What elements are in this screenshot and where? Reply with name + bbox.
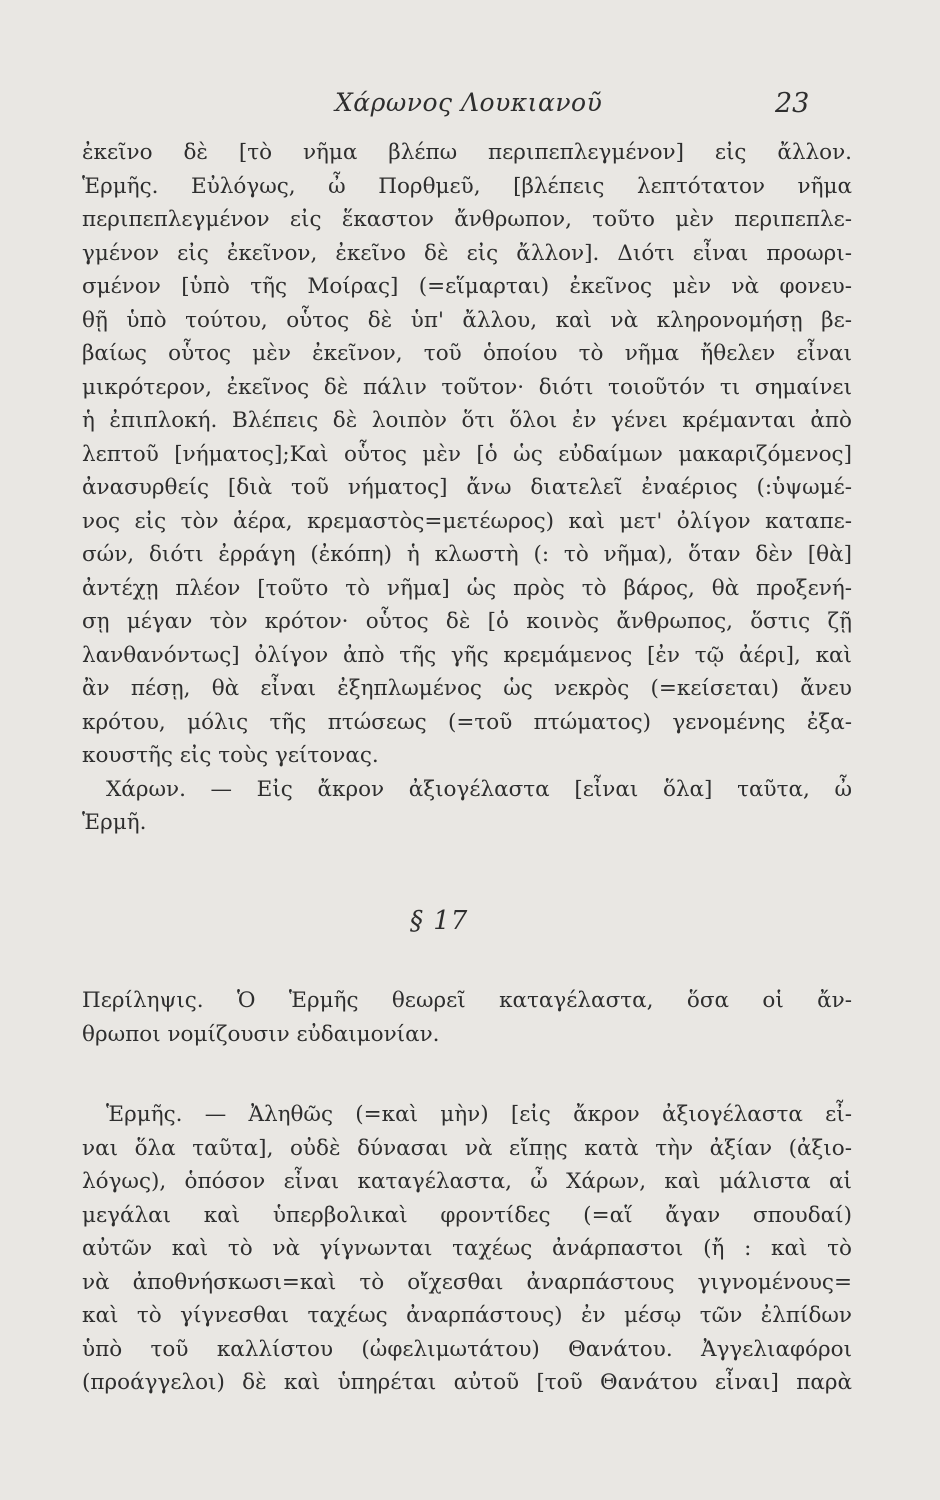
text-line: περιπεπλεγμένον εἰς ἕκαστον ἄνθρωπον, τοῦτο μὲν περιπεπλε-	[82, 207, 852, 232]
text-line: ἂν πέσῃ, θὰ εἶναι ἐξηπλωμένος ὡς νεκρὸς (=κείσεται) ἄνευ	[82, 676, 852, 701]
summary-line: θρωποι νομίζουσιν εὐδαιμονίαν.	[82, 1021, 440, 1047]
section-number: § 17	[410, 906, 469, 936]
paragraph-2	[82, 1098, 852, 1400]
text-line: βαίως οὗτος μὲν ἐκεῖνον, τοῦ ὁποίου τὸ νῆμα ἤθελεν εἶναι	[82, 341, 852, 366]
text-line: Ἑρμῆ.	[82, 810, 147, 835]
page-header	[0, 88, 940, 128]
paragraph-1	[82, 136, 852, 840]
text-line: σών, διότι ἐρράγη (ἐκόπη) ἡ κλωστὴ (: τὸ νῆμα), ὅταν δὲν [θὰ]	[82, 542, 852, 567]
text-line: μικρότερον, ἐκεῖνος δὲ πάλιν τοῦτον· διότι τοιοῦτόν τι σημαίνει	[82, 374, 852, 400]
text-line: ἀνασυρθείς [διὰ τοῦ νήματος] ἄνω διατελεῖ ἐναέριος (:ὑψωμέ-	[82, 475, 852, 500]
text-line: ἡ ἐπιπλοκή. Βλέπεις δὲ λοιπὸν ὅτι ὅλοι ἐν γένει κρέμανται ἀπὸ	[82, 408, 852, 433]
summary-line: Περίληψις. Ὁ Ἑρμῆς θεωρεῖ καταγέλαστα, ὅσα οἱ ἄν-	[82, 988, 852, 1013]
text-line: λεπτοῦ [νήματος];Καὶ οὗτος μὲν [ὁ ὡς εὐδαίμων μακαριζόμενος]	[82, 441, 852, 467]
text-line: ἀντέχῃ πλέον [τοῦτο τὸ νῆμα] ὡς πρὸς τὸ βάρος, θὰ προξενή-	[82, 575, 852, 601]
text-line: λόγως), ὁπόσον εἶναι καταγέλαστα, ὦ Χάρων, καὶ μάλιστα αἱ	[82, 1169, 852, 1194]
text-line: (προάγγελοι) δὲ καὶ ὑπηρέται αὐτοῦ [τοῦ Θανάτου εἶναι] παρὰ	[82, 1370, 852, 1395]
text-line: θῇ ὑπὸ τούτου, οὗτος δὲ ὑπ' ἄλλου, καὶ νὰ κληρονομήσῃ βε-	[82, 307, 852, 333]
text-line: λανθανόντως] ὀλίγον ἀπὸ τῆς γῆς κρεμάμενος [ἐν τῷ ἀέρι], καὶ	[82, 642, 852, 668]
text-line: σμένον [ὑπὸ τῆς Μοίρας] (=εἵμαρται) ἐκεῖνος μὲν νὰ φονευ-	[82, 274, 852, 299]
text-line: ναι ὅλα ταῦτα], οὐδὲ δύνασαι νὰ εἴπῃς κατὰ τὴν ἀξίαν (ἀξιο-	[82, 1135, 852, 1161]
text-line: ἐκεῖνο δὲ [τὸ νῆμα βλέπω περιπεπλεγμένον] εἰς ἄλλον.	[82, 140, 852, 165]
text-line: γμένον εἰς ἐκεῖνον, ἐκεῖνο δὲ εἰς ἄλλον]. Διότι εἶναι προωρι-	[82, 240, 852, 266]
text-line: καὶ τὸ γίγνεσθαι ταχέως ἀναρπάστους) ἐν μέσῳ τῶν ἐλπίδων	[82, 1303, 852, 1328]
text-line: νὰ ἀποθνήσκωσι=καὶ τὸ οἴχεσθαι ἀναρπάστους γιγνομένους=	[82, 1269, 852, 1295]
text-line: σῃ μέγαν τὸν κρότον· οὗτος δὲ [ὁ κοινὸς ἄνθρωπος, ὅστις ζῇ	[82, 609, 852, 634]
text-line: μεγάλαι καὶ ὑπερβολικαὶ φροντίδες (=αἵ ἄγαν σπουδαί)	[82, 1202, 852, 1228]
text-line: κρότου, μόλις τῆς πτώσεως (=τοῦ πτώματος) γενομένης ἐξα-	[82, 709, 852, 735]
text-line: κουστῆς εἰς τοὺς γείτονας.	[82, 743, 379, 768]
text-line: Ἑρμῆς. Εὐλόγως, ὦ Πορθμεῦ, [βλέπεις λεπτότατον νῆμα	[82, 173, 852, 199]
text-line: νος εἰς τὸν ἀέρα, κρεμαστὸς=μετέωρος) καὶ μετ' ὀλίγον καταπε-	[82, 508, 852, 534]
text-line: Χάρων. — Εἰς ἄκρον ἀξιογέλαστα [εἶναι ὅλα] ταῦτα, ὦ	[106, 776, 852, 802]
summary	[82, 984, 852, 1051]
text-line: Ἑρμῆς. — Ἀληθῶς (=καὶ μὴν) [εἰς ἄκρον ἀξιογέλαστα εἶ-	[106, 1102, 852, 1127]
running-title: Χάρωνος Λουκιανοῦ	[335, 88, 603, 117]
text-line: ὑπὸ τοῦ καλλίστου (ὠφελιμωτάτου) Θανάτου. Ἀγγελιαφόροι	[82, 1336, 852, 1362]
text-line: αὐτῶν καὶ τὸ νὰ γίγνωνται ταχέως ἀνάρπαστοι (ἤ : καὶ τὸ	[82, 1236, 852, 1261]
page-number: 23	[775, 88, 810, 119]
